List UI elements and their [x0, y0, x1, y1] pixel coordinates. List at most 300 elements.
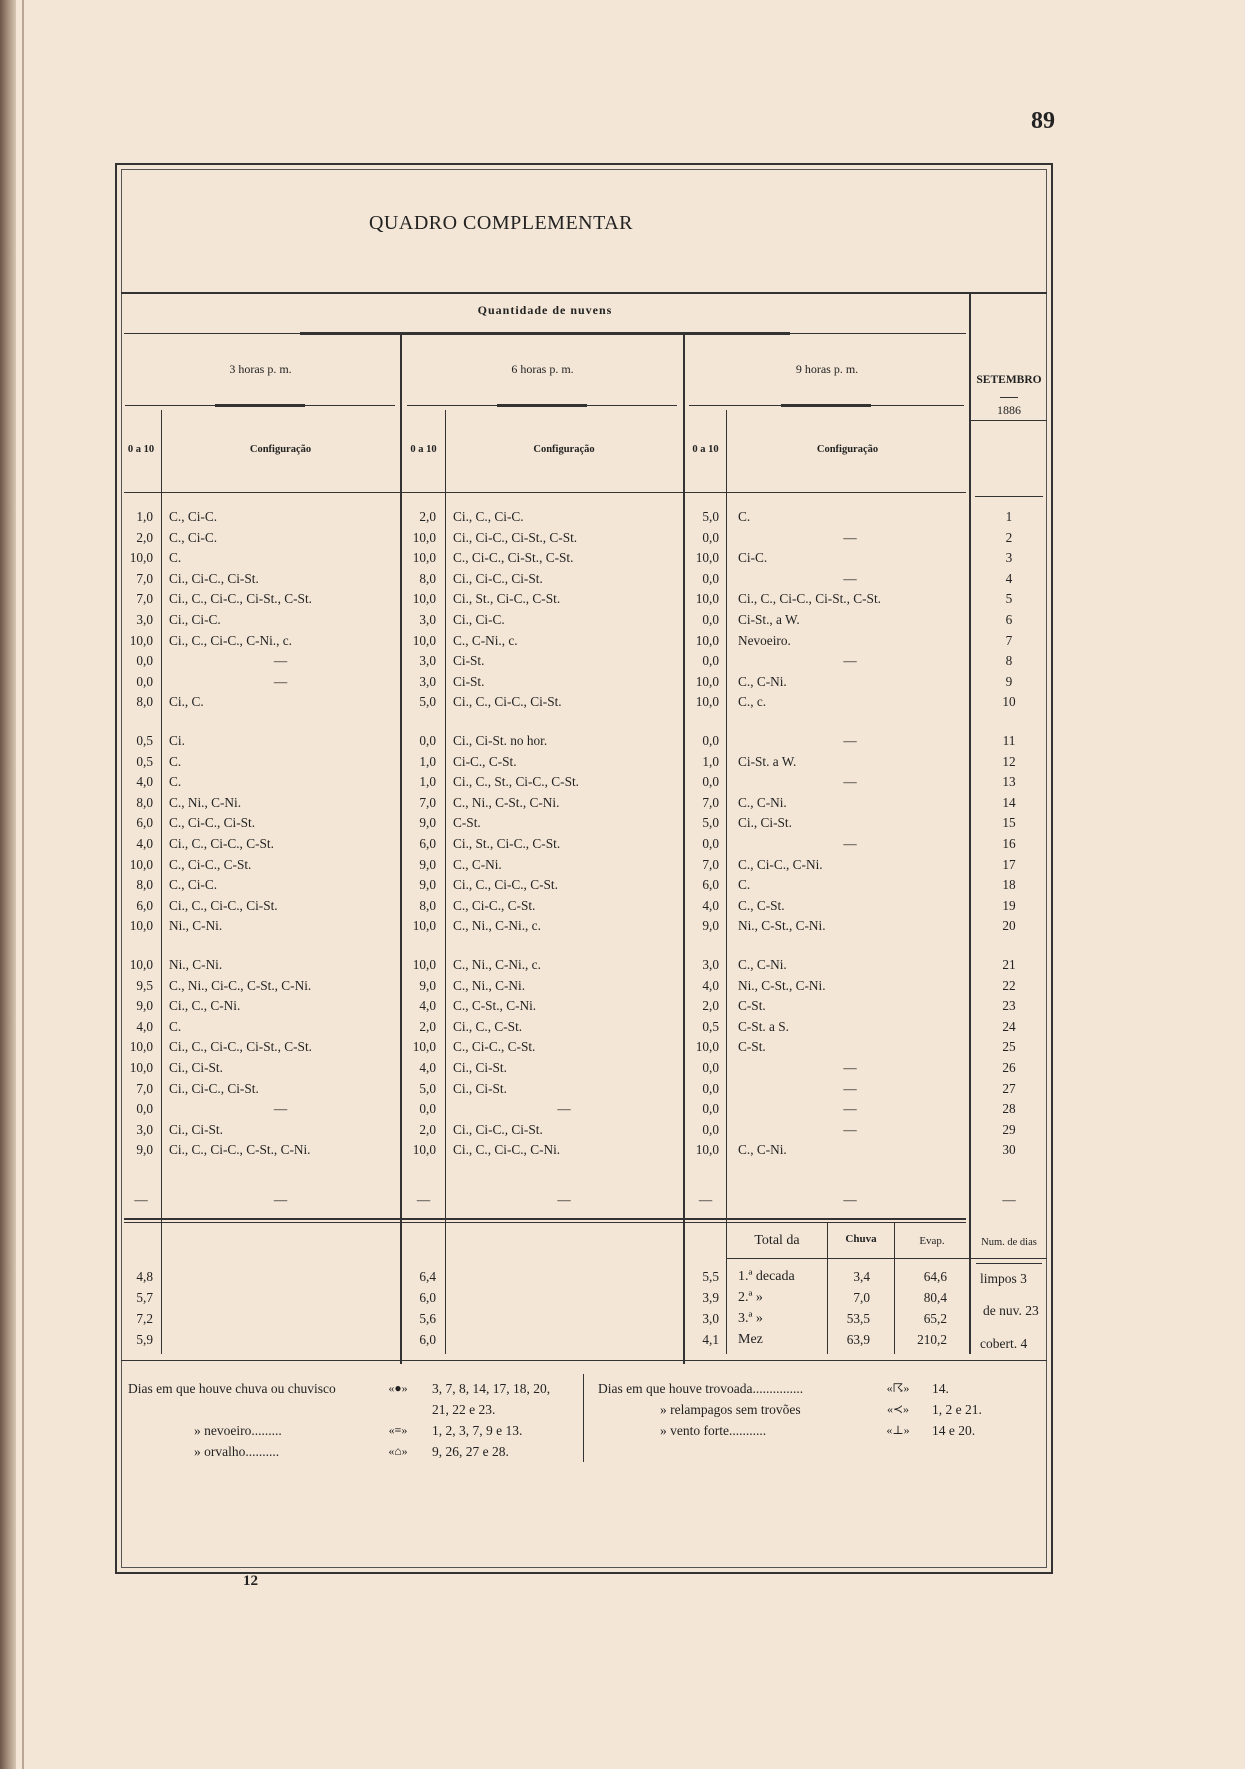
table-cell-a6: 1,0	[419, 774, 436, 790]
summary-rain: 7,0	[853, 1290, 870, 1305]
table-cell-a3: 7,0	[136, 570, 153, 586]
footnote-right-label: Dias em que houve trovoada...............	[598, 1381, 804, 1396]
table-cell-a6: 1,0	[419, 753, 436, 769]
table-cell-c6: Ci., C., Ci-C., Ci-St.	[453, 694, 562, 710]
table-cell-a9: 0,0	[702, 653, 719, 669]
table-cell-c6: Ci., St., Ci-C., C-St.	[453, 591, 561, 607]
table-cell-c3: Ci., C., Ci-C., Ci-St., C-St.	[169, 591, 312, 607]
table-cell-c6: C., C-St., C-Ni.	[453, 998, 537, 1014]
table-cell-d: 4	[1005, 570, 1013, 586]
table-cell-c6: Ci., Ci-C.	[453, 612, 505, 627]
period-3pm: 3 horas p. m.	[229, 362, 292, 376]
table-cell-a9: 0,0	[702, 1060, 719, 1075]
table-cell-c9: —	[843, 836, 857, 851]
table-cell-a9: 0,0	[702, 1101, 719, 1117]
table-cell-d: 12	[1002, 753, 1016, 769]
table-cell-a9: 0,0	[702, 836, 719, 851]
year-rule	[971, 420, 1047, 421]
table-cell-d: 21	[1002, 957, 1016, 972]
table-cell-d: 11	[1002, 733, 1016, 748]
table-cell-c9: C., C-Ni.	[738, 957, 787, 972]
table-cell-c3: Ci., Ci-St.	[169, 1060, 223, 1075]
table-cell-a9: 10,0	[695, 1142, 719, 1158]
period-rule-3-thick	[781, 404, 871, 407]
table-cell-a6: 0,0	[419, 733, 436, 748]
table-cell-a3: 8,0	[136, 794, 153, 810]
table-cell-d: 28	[1002, 1101, 1016, 1117]
group-header: Quantidade de nuvens	[477, 303, 613, 317]
table-cell-c3: Ci., Ci-C., Ci-St.	[169, 1080, 259, 1096]
period-9pm: 9 horas p. m.	[795, 362, 859, 376]
table-cell-c6: Ci., C., C-St.	[453, 1018, 523, 1034]
table-cell-c3: Ci., C., C-Ni.	[169, 998, 241, 1014]
table-cell-a6: 8,0	[419, 570, 436, 586]
table-cell-a3: 6,0	[136, 815, 153, 831]
summary-avg-9pm: 3,9	[702, 1290, 719, 1305]
days-header-rule	[971, 1258, 1047, 1259]
summary-days-header: Num. de dias	[981, 1237, 1037, 1248]
table-cell-d: 1	[1005, 509, 1013, 524]
table-cell-a3: 10,0	[129, 550, 153, 566]
table-cell-c9: C., C-St.	[738, 897, 785, 913]
summary-evap: 64,6	[923, 1269, 947, 1284]
month-header: SETEMBRO	[976, 374, 1042, 386]
table-cell-c9: C.	[738, 509, 751, 524]
table-cell-c9: Ni., C-St., C-Ni.	[738, 918, 826, 934]
table-cell-c9: Ci., C., Ci-C., Ci-St., C-St.	[738, 591, 881, 607]
table-cell-a3: 10,0	[129, 957, 153, 972]
footnote-right-days: 14 e 20.	[932, 1423, 976, 1438]
table-cell-c6: C., C-Ni., c.	[453, 632, 518, 648]
period-rule-1-thick	[215, 404, 305, 407]
summary-avg-3pm: 5,9	[136, 1332, 153, 1347]
page-title: QUADRO COMPLEMENTAR	[368, 212, 634, 234]
footnote-top-rule	[121, 1360, 1047, 1361]
col-config-9pm: Configuração	[816, 444, 879, 455]
summary-avg-6pm: 6,0	[419, 1332, 436, 1347]
table-cell-c6: C., Ni., C-Ni., c.	[453, 918, 541, 934]
table-cell-c6: Ci-St.	[453, 653, 485, 669]
footnote-right-symbol: «☈»	[886, 1381, 910, 1395]
table-cell-c3: —	[273, 673, 288, 689]
table-cell-c9: —	[843, 653, 857, 669]
table-cell-c3: Ci., C., Ci-C., C-Ni., c.	[169, 632, 293, 648]
table-cell-c3: C., Ci-C.	[169, 509, 218, 524]
days-clear: limpos 3	[980, 1271, 1027, 1286]
table-cell-c9: —	[843, 733, 857, 748]
table-cell-a3: 9,0	[136, 1142, 153, 1158]
table-cell-a9: 5,0	[702, 509, 719, 524]
table-cell-d: 5	[1005, 591, 1013, 607]
table-cell-a3: 0,0	[136, 673, 153, 689]
table-cell-a9: 9,0	[702, 918, 719, 934]
footnote-right-symbol: «≺»	[886, 1402, 910, 1416]
table-cell-c9: Ci-C.	[738, 550, 768, 566]
table-cell-c6: C., Ni., C-St., C-Ni.	[453, 794, 560, 810]
table-cell-a9: 0,0	[702, 733, 719, 748]
table-cell-a9: 6,0	[702, 877, 719, 893]
table-cell-c3: Ni., C-Ni.	[169, 957, 223, 972]
table-cell-a9: 0,0	[702, 1121, 719, 1137]
summary-avg-9pm: 4,1	[702, 1332, 719, 1347]
footnote-left-label: » nevoeiro.........	[194, 1423, 282, 1438]
table-cell-d: 29	[1002, 1121, 1016, 1137]
summary-rain: 3,4	[853, 1269, 870, 1284]
table-cell-c3: Ci., C., Ci-C., C-St.	[169, 836, 274, 851]
table-cell-d: 23	[1002, 998, 1016, 1014]
dash-cell-a6: —	[416, 1192, 431, 1207]
dash-cell-c3: —	[273, 1192, 288, 1207]
table-cell-d: 25	[1002, 1039, 1016, 1055]
table-cell-c6: C., Ni., C-Ni., c.	[453, 957, 541, 972]
table-cell-d: 26	[1002, 1060, 1016, 1075]
summary-rain: 63,9	[846, 1332, 870, 1347]
table-cell-a6: 10,0	[412, 632, 436, 648]
table-cell-c3: Ci., C., Ci-C., Ci-St., C-St.	[169, 1039, 312, 1055]
table-cell-c3: C.	[169, 1018, 182, 1034]
table-cell-a9: 7,0	[702, 794, 719, 810]
table-cell-c9: Ci-St., a W.	[738, 612, 800, 627]
table-cell-c6: Ci., Ci-St.	[453, 1060, 507, 1075]
table-cell-c9: C., C-Ni.	[738, 794, 787, 810]
table-cell-c6: C-St.	[453, 815, 481, 831]
footnote-divider	[583, 1374, 584, 1462]
summary-period-label: Mez	[738, 1332, 763, 1347]
table-cell-a6: 10,0	[412, 1039, 436, 1055]
table-cell-c6: Ci-St.	[453, 673, 485, 689]
table-cell-c9: Nevoeiro.	[738, 632, 791, 648]
table-cell-a9: 10,0	[695, 694, 719, 710]
table-cell-a9: 7,0	[702, 856, 719, 872]
footnote-left-label: Dias em que houve chuva ou chuvisco	[128, 1381, 336, 1396]
table-cell-c3: Ci., Ci-St.	[169, 1121, 223, 1137]
table-cell-c9: C.	[738, 877, 751, 893]
days-sub-rule	[976, 1263, 1042, 1264]
table-cell-a6: 10,0	[412, 591, 436, 607]
title-divider	[121, 292, 1047, 294]
table-cell-d: 30	[1002, 1142, 1016, 1158]
book-spine	[0, 0, 16, 1769]
table-cell-a6: 8,0	[419, 897, 436, 913]
table-cell-a6: 10,0	[412, 957, 436, 972]
footnote-right-label: » relampagos sem trovões	[660, 1402, 801, 1417]
table-cell-a6: 3,0	[419, 612, 436, 627]
footnote-left-symbol: «●»	[388, 1381, 408, 1395]
table-cell-a3: 10,0	[129, 856, 153, 872]
summary-avg-3pm: 4,8	[136, 1269, 153, 1284]
table-cell-a3: 6,0	[136, 897, 153, 913]
table-cell-c6: C., Ci-C., Ci-St., C-St.	[453, 550, 574, 566]
table-cell-a6: 4,0	[419, 998, 436, 1014]
table-cell-a6: 9,0	[419, 977, 436, 993]
table-cell-d: 13	[1002, 774, 1016, 790]
table-cell-a6: 2,0	[419, 1121, 436, 1137]
summary-rain-header: Chuva	[845, 1233, 877, 1245]
dash-cell-a9: —	[698, 1192, 713, 1207]
summary-evap: 210,2	[917, 1332, 947, 1347]
dash-cell-c6: —	[557, 1192, 571, 1207]
amount-divider-3pm	[161, 410, 162, 1354]
table-cell-c6: Ci., C., Ci-C., C-Ni.	[453, 1142, 561, 1158]
table-cell-c9: —	[843, 1121, 857, 1137]
days-cloudy: de nuv. 23	[983, 1303, 1039, 1318]
summary-avg-6pm: 5,6	[419, 1311, 436, 1326]
table-cell-a3: 4,0	[136, 836, 153, 851]
table-cell-a9: 10,0	[695, 591, 719, 607]
table-cell-c6: Ci., Ci-St.	[453, 1080, 507, 1096]
table-cell-a3: 8,0	[136, 877, 153, 893]
table-cell-c3: Ci.	[169, 733, 185, 748]
table-cell-c3: C., Ni., Ci-C., C-St., C-Ni.	[169, 977, 312, 993]
table-cell-c3: Ci., Ci-C., Ci-St.	[169, 570, 259, 586]
table-cell-d: 14	[1002, 794, 1016, 810]
table-cell-d: 10	[1002, 694, 1016, 710]
footnote-left-symbol: «≡»	[388, 1423, 408, 1437]
summary-evap-header: Evap.	[919, 1235, 945, 1247]
summary-avg-3pm: 7,2	[136, 1311, 153, 1326]
table-cell-a6: 10,0	[412, 550, 436, 566]
table-cell-c9: —	[843, 1101, 857, 1117]
table-cell-c3: —	[273, 653, 288, 669]
summary-avg-6pm: 6,4	[419, 1269, 436, 1284]
bottom-mark: 12	[243, 1573, 258, 1589]
table-cell-a3: 0,0	[136, 653, 153, 669]
dash-cell-a3: —	[134, 1192, 148, 1207]
table-cell-d: 27	[1002, 1080, 1016, 1096]
group-rule-thick	[300, 332, 790, 335]
table-cell-c3: C.	[169, 550, 182, 566]
summary-header-rule	[727, 1258, 969, 1259]
table-cell-a6: 5,0	[419, 694, 436, 710]
table-cell-a3: 8,0	[136, 694, 153, 710]
table-cell-d: 22	[1002, 977, 1016, 993]
page-number: 89	[1031, 108, 1055, 134]
col-config-6pm: Configuração	[533, 444, 595, 455]
days-overcast: cobert. 4	[980, 1336, 1028, 1351]
summary-top-rule	[124, 1218, 966, 1220]
footnote-right-days: 14.	[932, 1381, 949, 1396]
table-cell-a3: 10,0	[129, 918, 153, 934]
table-cell-d: 16	[1002, 836, 1016, 851]
table-cell-a3: 2,0	[136, 529, 153, 545]
table-cell-a6: 2,0	[419, 1018, 436, 1034]
table-cell-a3: 7,0	[136, 1080, 153, 1096]
footnote-left-label: » orvalho..........	[194, 1444, 280, 1459]
table-cell-c6: —	[557, 1101, 571, 1117]
table-cell-a3: 9,5	[136, 977, 153, 993]
table-cell-a6: 5,0	[419, 1080, 436, 1096]
summary-avg-9pm: 5,5	[702, 1269, 719, 1284]
table-cell-c6: Ci., Ci-C., Ci-St., C-St.	[453, 529, 578, 545]
col-amount-6pm: 0 a 10	[410, 444, 437, 455]
spine-edge	[22, 0, 24, 1769]
table-cell-d: 6	[1005, 612, 1013, 627]
table-cell-d: 8	[1005, 653, 1013, 669]
table-cell-d: 15	[1002, 815, 1016, 831]
table-cell-a6: 10,0	[412, 1142, 436, 1158]
table-cell-c3: Ci., C.	[169, 694, 204, 710]
period-rule-2-thick	[497, 404, 587, 407]
table-cell-c6: Ci., C., St., Ci-C., C-St.	[453, 774, 579, 790]
footnote-right-days: 1, 2 e 21.	[932, 1402, 982, 1417]
table-cell-a3: 10,0	[129, 1039, 153, 1055]
dash-cell-d: —	[1002, 1192, 1016, 1207]
table-cell-d: 9	[1005, 673, 1013, 689]
table-cell-c6: C., Ci-C., C-St.	[453, 897, 536, 913]
footnote-right-symbol: «⊥»	[886, 1423, 910, 1437]
summary-period-label: 2.ª »	[738, 1290, 763, 1305]
table-cell-a9: 5,0	[702, 815, 719, 831]
table-cell-c3: Ci., C., Ci-C., C-St., C-Ni.	[169, 1142, 311, 1158]
footnote-left-days: 3, 7, 8, 14, 17, 18, 20,	[432, 1381, 551, 1396]
summary-total-label: Total da	[754, 1233, 800, 1248]
table-cell-a3: 4,0	[136, 774, 153, 790]
table-cell-c9: —	[843, 774, 857, 790]
table-cell-a6: 4,0	[419, 1060, 436, 1075]
table-cell-a6: 10,0	[412, 529, 436, 545]
table-cell-c3: Ci., C., Ci-C., Ci-St.	[169, 897, 278, 913]
summary-avg-3pm: 5,7	[136, 1290, 153, 1305]
table-cell-a9: 1,0	[702, 753, 719, 769]
table-cell-a9: 4,0	[702, 897, 719, 913]
table-cell-c6: Ci-C., C-St.	[453, 753, 517, 769]
month-rule	[1000, 397, 1018, 398]
table-cell-c6: Ci., C., Ci-C.	[453, 509, 524, 524]
table-cell-c9: C., C-Ni.	[738, 1142, 787, 1158]
table-cell-a9: 4,0	[702, 977, 719, 993]
col-config-3pm: Configuração	[249, 444, 312, 455]
table-cell-a9: 3,0	[702, 957, 719, 972]
table-cell-a6: 0,0	[419, 1101, 436, 1117]
table-cell-a6: 10,0	[412, 918, 436, 934]
table-cell-d: 2	[1005, 529, 1013, 545]
table-cell-a9: 0,0	[702, 570, 719, 586]
footnote-left-days: 1, 2, 3, 7, 9 e 13.	[432, 1423, 523, 1438]
period-6pm: 6 horas p. m.	[511, 362, 574, 376]
table-cell-a6: 9,0	[419, 815, 436, 831]
table-cell-d: 24	[1002, 1018, 1016, 1034]
table-cell-a6: 3,0	[419, 653, 436, 669]
table-cell-c9: —	[843, 529, 857, 545]
summary-rain: 53,5	[846, 1311, 870, 1326]
table-cell-d: 18	[1002, 877, 1016, 893]
table-cell-a3: 0,0	[136, 1101, 153, 1117]
table-cell-a3: 0,5	[136, 753, 153, 769]
table-cell-a9: 10,0	[695, 1039, 719, 1055]
table-cell-c3: —	[273, 1101, 288, 1117]
table-cell-a9: 0,0	[702, 774, 719, 790]
table-cell-c9: Ni., C-St., C-Ni.	[738, 977, 826, 993]
table-cell-a6: 9,0	[419, 856, 436, 872]
table-cell-a6: 3,0	[419, 673, 436, 689]
amount-divider-9pm	[726, 410, 727, 1354]
table-cell-a3: 3,0	[136, 1121, 153, 1137]
table-cell-a9: 0,0	[702, 1080, 719, 1096]
table-cell-d: 7	[1005, 632, 1013, 648]
table-cell-c6: Ci., Ci-C., Ci-St.	[453, 1121, 543, 1137]
table-cell-a9: 2,0	[702, 998, 719, 1014]
table-cell-c9: —	[843, 570, 857, 586]
table-cell-d: 20	[1002, 918, 1016, 934]
table-cell-d: 17	[1002, 856, 1016, 872]
day-header-rule	[975, 496, 1043, 497]
table-cell-c3: C., Ci-C.	[169, 877, 218, 893]
table-cell-a3: 0,5	[136, 733, 153, 748]
col-amount-3pm: 0 a 10	[127, 444, 155, 455]
summary-evap: 65,2	[923, 1311, 947, 1326]
table-cell-c9: —	[843, 1080, 857, 1096]
footnote-left-days: 9, 26, 27 e 28.	[432, 1444, 509, 1459]
table-cell-c9: C., C-Ni.	[738, 673, 787, 689]
table-cell-a9: 10,0	[695, 632, 719, 648]
table-cell-c9: C-St.	[738, 998, 766, 1014]
table-cell-c3: C., Ci-C., C-St.	[169, 856, 252, 872]
table-cell-a9: 0,5	[702, 1018, 719, 1034]
table-cell-c6: C., Ni., C-Ni.	[453, 977, 526, 993]
col-amount-9pm: 0 a 10	[692, 444, 719, 455]
table-cell-a3: 10,0	[129, 1060, 153, 1075]
table-cell-c9: Ci., Ci-St.	[738, 815, 792, 831]
year-header: 1886	[997, 403, 1021, 417]
table-cell-d: 19	[1002, 897, 1016, 913]
table-cell-c3: C., Ni., C-Ni.	[169, 794, 242, 810]
table-cell-a9: 10,0	[695, 550, 719, 566]
table-cell-a9: 0,0	[702, 612, 719, 627]
footnote-left-symbol: «⌂»	[388, 1444, 408, 1458]
footnote-left-days: 21, 22 e 23.	[432, 1402, 496, 1417]
table-cell-a3: 10,0	[129, 632, 153, 648]
summary-top-rule-2	[124, 1222, 966, 1223]
table-cell-d: 3	[1005, 550, 1013, 566]
table-cell-a3: 4,0	[136, 1018, 153, 1034]
table-cell-c9: C-St.	[738, 1039, 766, 1055]
table-cell-c6: Ci., Ci-C., Ci-St.	[453, 570, 543, 586]
table-cell-c9: Ci-St. a W.	[738, 753, 797, 769]
table-cell-c3: C., Ci-C.	[169, 529, 218, 545]
table-cell-c3: C.	[169, 753, 182, 769]
table-cell-a9: 0,0	[702, 529, 719, 545]
table-cell-a3: 3,0	[136, 612, 153, 627]
header-bottom-rule	[124, 492, 966, 493]
table-cell-c6: Ci., C., Ci-C., C-St.	[453, 877, 558, 893]
summary-period-label: 3.ª »	[738, 1311, 763, 1326]
summary-period-label: 1.ª decada	[738, 1269, 795, 1284]
table-cell-c6: Ci., St., Ci-C., C-St.	[453, 836, 561, 851]
table-cell-a3: 7,0	[136, 591, 153, 607]
table-cell-c9: C-St. a S.	[738, 1018, 789, 1034]
dash-cell-c9: —	[843, 1192, 857, 1207]
table-cell-c9: C., Ci-C., C-Ni.	[738, 856, 823, 872]
table-cell-a9: 10,0	[695, 673, 719, 689]
table-cell-a6: 9,0	[419, 877, 436, 893]
table-cell-c6: Ci., Ci-St. no hor.	[453, 733, 548, 748]
table-cell-a6: 2,0	[419, 509, 436, 524]
summary-evap: 80,4	[923, 1290, 947, 1305]
table-cell-c6: C., C-Ni.	[453, 856, 502, 872]
table-cell-c9: —	[843, 1060, 857, 1075]
table-cell-a6: 6,0	[419, 836, 436, 851]
table-cell-c9: C., c.	[738, 694, 767, 710]
summary-avg-9pm: 3,0	[702, 1311, 719, 1326]
table-cell-a3: 9,0	[136, 998, 153, 1014]
table-cell-c3: C., Ci-C., Ci-St.	[169, 815, 256, 831]
table-cell-c3: Ci., Ci-C.	[169, 612, 221, 627]
table-cell-c3: Ni., C-Ni.	[169, 918, 223, 934]
summary-avg-6pm: 6,0	[419, 1290, 436, 1305]
footnote-right-label: » vento forte...........	[660, 1423, 767, 1438]
amount-divider-6pm	[445, 410, 446, 1354]
table-cell-c6: C., Ci-C., C-St.	[453, 1039, 536, 1055]
